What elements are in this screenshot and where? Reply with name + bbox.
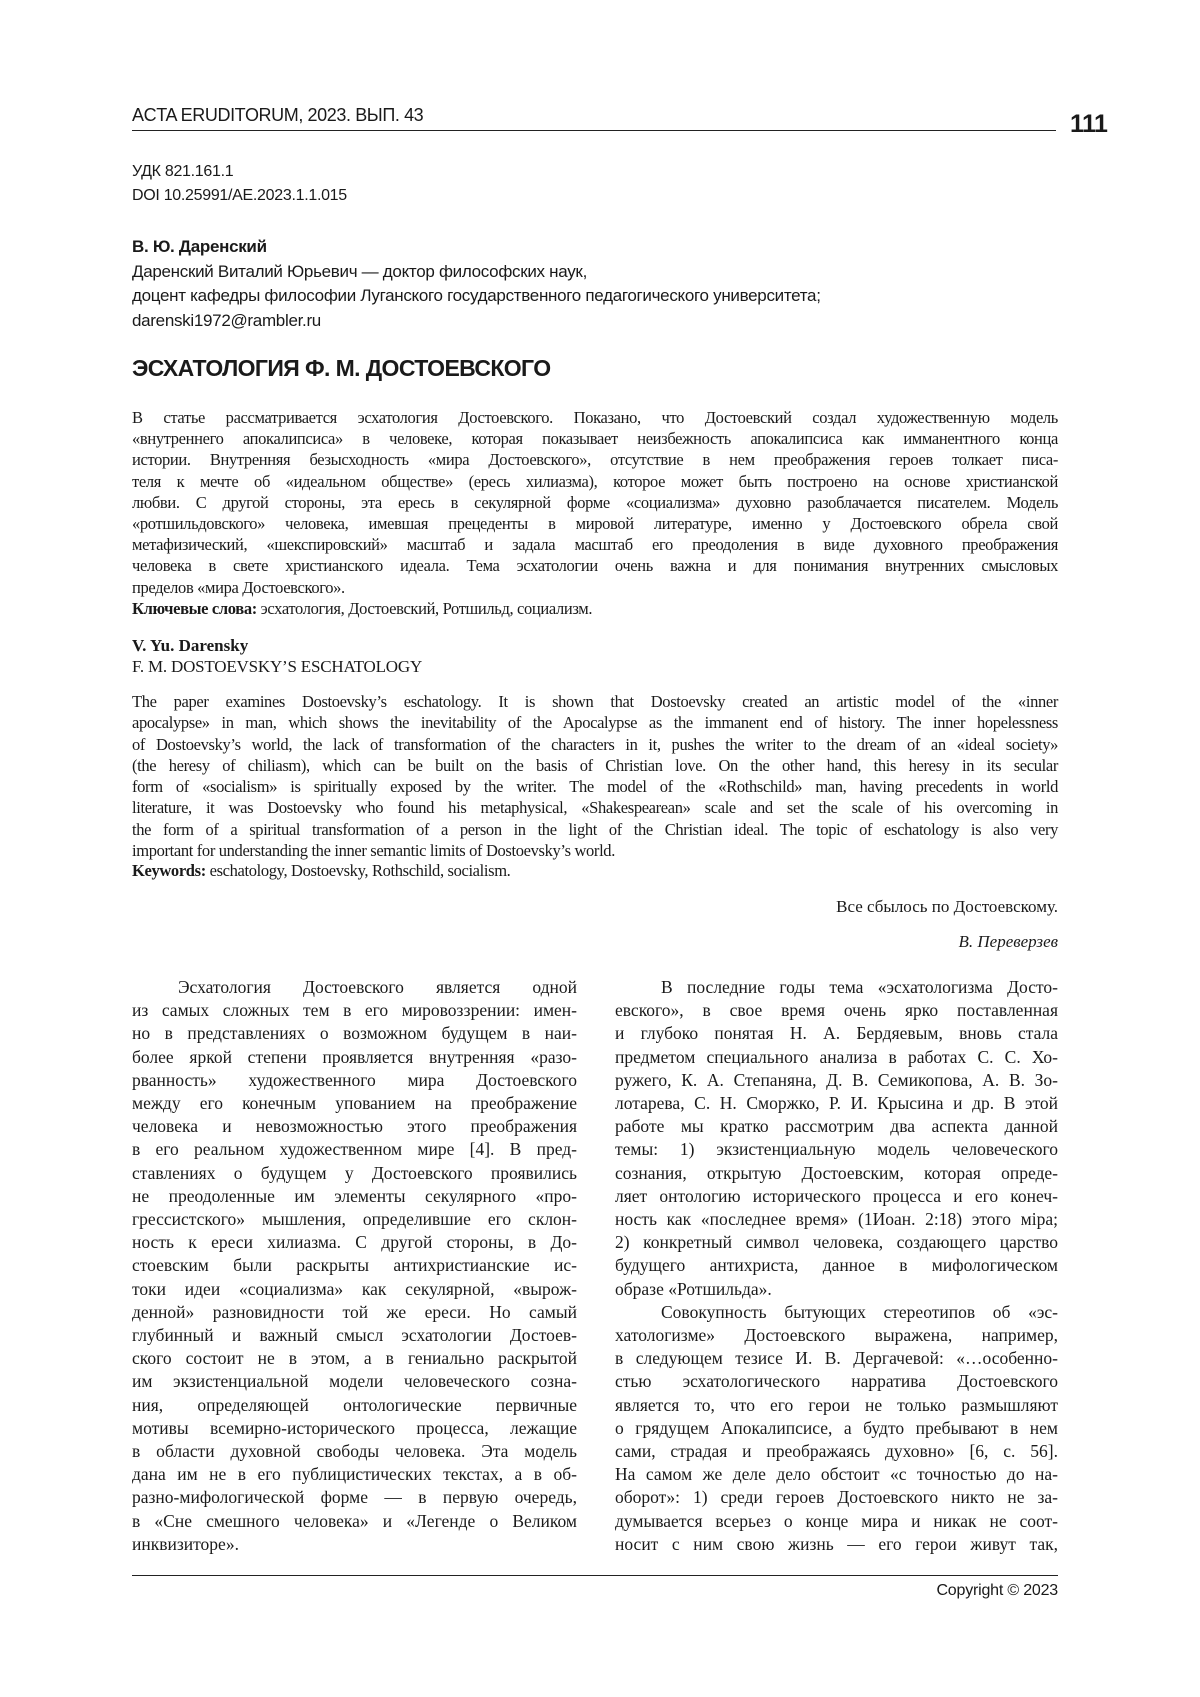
text-line: ляет онтологию исторического процесса и его конеч- [615,1185,1058,1208]
keywords-english [132,861,510,881]
text-line: сознания, открытую Достоевским, которая опреде- [615,1162,1058,1185]
text-line: сами, страдая и преображаясь духовно» [6, с. 56]. [615,1440,1058,1463]
article-meta [132,160,347,208]
keywords-russian [132,599,592,619]
text-line: form of «socialism» is spiritually exposed by the writer. The model of the «Rothschild» man, having precedents in world [132,776,1058,797]
text-line: ность как «последнее время» (1Иоан. 2:18) этого міра; [615,1208,1058,1231]
text-line: истории. Внутренняя безысходность «мира Достоевского», отсутствие в нем преображения героев толкает писа- [132,449,1058,470]
text-line: в следующем тезисе И. В. Дергачевой: «…особенно- [615,1347,1058,1370]
text-line: Совокупность бытующих стереотипов об «эс- [615,1301,1058,1324]
epigraph-author: В. Переверзев [958,932,1058,952]
text-line: хатологизме» Достоевского выражена, например, [615,1324,1058,1347]
text-line: the form of a spiritual transformation of a person in the light of the Christian ideal. The topic of eschatology is also very [132,819,1058,840]
text-line: евского», в свое время очень ярко поставленная [615,999,1058,1022]
text-line: стоевским были раскрыты антихристианские ис- [132,1254,577,1277]
text-line: стью эсхатологического нарратива Достоевского [615,1370,1058,1393]
text-line: денной» разновидности той же ереси. Но самый [132,1301,577,1324]
keywords-text: эсхатология, Достоевский, Ротшильд, социализм. [257,599,592,618]
author-block [132,235,821,333]
text-line: ружего, К. А. Степаняна, Д. В. Семикопова, А. В. Зо- [615,1069,1058,1092]
text-line: токи идеи «социализма» как секулярной, «вырож- [132,1278,577,1301]
text-line: ность к ереси хилиазма. С другой стороны, в До- [132,1231,577,1254]
text-line: ставлениях о будущем у Достоевского проявились [132,1162,577,1185]
text-line: в его реальном художественном мире [4]. В пред- [132,1138,577,1161]
text-line: грессистского» мышления, определившие его склон- [132,1208,577,1231]
text-line: о грядущем Апокалипсисе, а будто пребывают в нем [615,1417,1058,1440]
text-line: между его конечным упованием на преображение [132,1092,577,1115]
text-line: образе «Ротшильда». [615,1278,1058,1301]
text-line: оборот»: 1) среди героев Достоевского никто не за- [615,1486,1058,1509]
text-line: разно-мифологической форме — в первую очередь, [132,1486,577,1509]
text-line: мотивы всемирно-исторического процесса, лежащие [132,1417,577,1440]
text-line: «ротшильдовского» человека, имевшая прецеденты в мировой литературе, именно у Достоевского обрела свой [132,513,1058,534]
text-line: ского состоит не в этом, а в гениально раскрытой [132,1347,577,1370]
text-line: человека в свете христианского идеала. Тема эсхатологии очень важна и для понимания внутренних смысловых [132,555,1058,576]
text-line: будущего антихриста, данное в мифологическом [615,1254,1058,1277]
text-line: но в представлениях о возможном будущем в наи- [132,1022,577,1045]
article-title: ЭСХАТОЛОГИЯ Ф. М. ДОСТОЕВСКОГО [132,355,550,382]
text-line: метафизический, «шекспировский» масштаб и задала масштаб его преодоления в виде духовного преображения [132,534,1058,555]
english-title: F. M. DOSTOEVSKY’S ESCHATOLOGY [132,657,422,677]
text-line: literature, it was Dostoevsky who found his metaphysical, «Shakespearean» scale and set the scale of his overcoming in [132,797,1058,818]
text-line: в «Сне смешного человека» и «Легенде о Великом [132,1510,577,1533]
text-line: думывается всерьез о конце мира и никак не соот- [615,1510,1058,1533]
keywords-label: Keywords: [132,861,206,880]
english-author-name: V. Yu. Darensky [132,636,248,656]
text-line: теля к мечте об «идеальном обществе» (ересь хилиазма), которое может быть построено на основе христианской [132,471,1058,492]
text-line: рванность» художественного мира Достоевского [132,1069,577,1092]
body-column-left [132,976,577,1556]
text-line: important for understanding the inner semantic limits of Dostoevsky’s world. [132,840,1058,861]
footer-rule [132,1575,1058,1576]
text-line: инквизиторе». [132,1533,577,1556]
epigraph-text: Все сбылось по Достоевскому. [836,897,1058,917]
text-line: В последние годы тема «эсхатологизма Досто- [615,976,1058,999]
text-line: Эсхатология Достоевского является одной [132,976,577,999]
author-affiliation: доцент кафедры философии Луганского государственного педагогического университета; [132,284,821,309]
udk-code: УДК 821.161.1 [132,160,347,184]
keywords-label: Ключевые слова: [132,599,257,618]
text-line: человека и невозможностью этого преображения [132,1115,577,1138]
text-line: носит с ним свою жизнь — его герои живут так, [615,1533,1058,1556]
text-line: ния, определяющей онтологические первичные [132,1394,577,1417]
text-line: «внутреннего апокалипсиса» в человеке, которая показывает неизбежность апокалипсиса как имманентного конца [132,428,1058,449]
text-line: более яркой степени проявляется внутренняя «разо- [132,1046,577,1069]
text-line: (the heresy of chiliasm), which can be built on the basis of Christian love. On the other hand, this heresy in its secular [132,755,1058,776]
text-line: глубинный и важный смысл эсхатологии Достоев- [132,1324,577,1347]
copyright: Copyright © 2023 [936,1582,1058,1600]
text-line: дана им не в его публицистических текстах, а в об- [132,1463,577,1486]
text-line: На самом же деле дело обстоит «с точностью до на- [615,1463,1058,1486]
text-line: лотарева, С. Н. Сморжко, Р. И. Крысина и др. В этой [615,1092,1058,1115]
text-line: apocalypse» in man, which shows the inevitability of the Apocalypse as the immanent end of history. The inner hopelessness [132,712,1058,733]
text-line: не преодоленные им элементы секулярного «про- [132,1185,577,1208]
text-line: из самых сложных тем в его мировоззрении: имен- [132,999,577,1022]
abstract-english [132,691,1058,861]
doi: DOI 10.25991/AE.2023.1.1.015 [132,184,347,208]
author-credentials: Даренский Виталий Юрьевич — доктор философских наук, [132,260,821,285]
text-line: 2) конкретный символ человека, создающего царство [615,1231,1058,1254]
text-line: им экзистенциальной модели человеческого созна- [132,1370,577,1393]
text-line: пределов «мира Достоевского». [132,577,1058,598]
text-line: темы: 1) экзистенциальную модель человеческого [615,1138,1058,1161]
text-line: of Dostoevsky’s world, the lack of transformation of the characters in it, pushes the writer to the dream of an «ideal society» [132,734,1058,755]
text-line: В статье рассматривается эсхатология Достоевского. Показано, что Достоевский создал художественную модель [132,407,1058,428]
keywords-text: eschatology, Dostoevsky, Rothschild, socialism. [206,861,511,880]
text-line: любви. С другой стороны, эта ересь в секулярной форме «социализма» духовно разоблачается писателем. Модель [132,492,1058,513]
body-column-right [615,976,1058,1556]
header-rule [132,130,1056,131]
text-line: предметом специального анализа в работах С. С. Хо- [615,1046,1058,1069]
text-line: и глубоко понятая Н. А. Бердяевым, вновь стала [615,1022,1058,1045]
running-header: ACTA ERUDITORUM, 2023. ВЫП. 43 [132,105,423,126]
text-line: The paper examines Dostoevsky’s eschatology. It is shown that Dostoevsky created an artistic model of the «inner [132,691,1058,712]
author-email[interactable]: darenski1972@rambler.ru [132,309,821,334]
text-line: в области духовной свободы человека. Эта модель [132,1440,577,1463]
page-number: 111 [1070,110,1107,139]
author-short-name: В. Ю. Даренский [132,235,821,260]
abstract-russian [132,407,1058,598]
text-line: является то, что его герои не только размышляют [615,1394,1058,1417]
text-line: работе мы кратко рассмотрим два аспекта данной [615,1115,1058,1138]
